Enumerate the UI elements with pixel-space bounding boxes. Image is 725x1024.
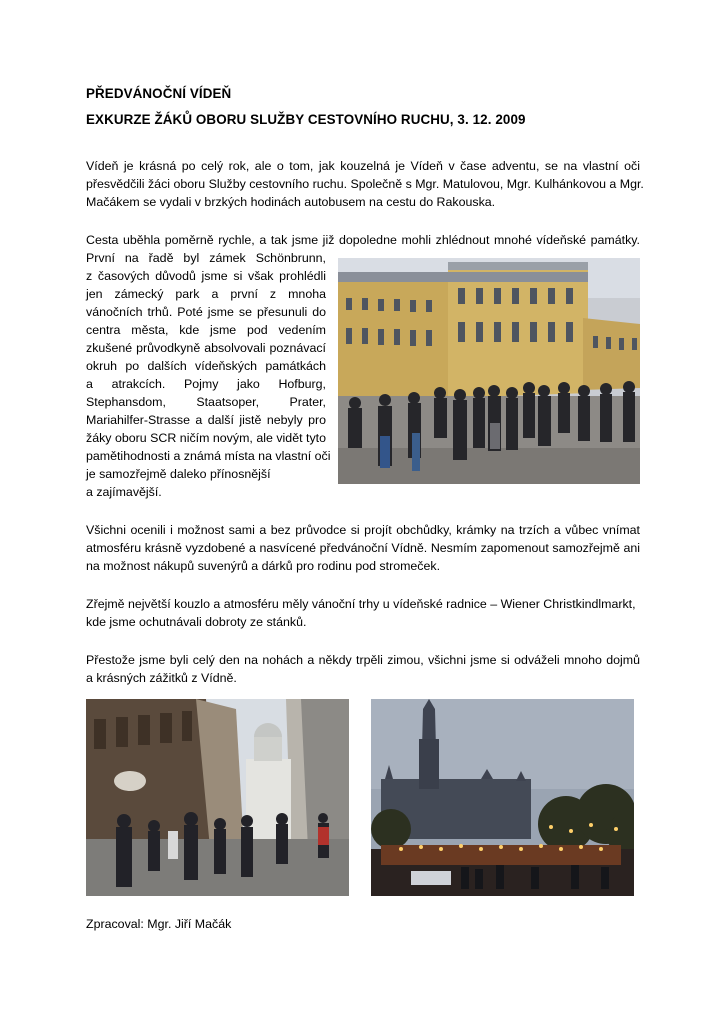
paragraph-2-line: a atrakcích. Pojmy jako Hofburg,: [86, 377, 326, 391]
vienna-street-photo: [86, 699, 349, 896]
paragraph-2-line: zkušené průvodkyně absolvovali poznávací: [86, 341, 326, 355]
paragraph-2-line: První na řadě byl zámek Schönbrunn,: [86, 251, 326, 265]
paragraph-2-line: je samozřejmě daleko přínosnější: [86, 467, 271, 481]
article-title: PŘEDVÁNOČNÍ VÍDEŇ: [86, 86, 232, 101]
paragraph-3-line: na možnost nákupů suvenýrů a dárků pro rodinu pod stromeček.: [86, 559, 441, 573]
article-subtitle: EXKURZE ŽÁKŮ OBORU SLUŽBY CESTOVNÍHO RUCHU, 3. 12. 2009: [86, 112, 526, 127]
paragraph-2-line: žáky oboru SCR ničím novým, ale vidět tyto: [86, 431, 326, 445]
paragraph-2-line: Stephansdom, Staatsoper, Prater,: [86, 395, 326, 409]
paragraph-2-line: jen zámecký park a první z mnoha: [86, 287, 326, 301]
paragraph-2-line: Cesta uběhla poměrně rychle, a tak jsme již dopoledne mohli zhlédnout mnohé vídeňské památky.: [86, 233, 640, 247]
schonbrunn-group-photo: [338, 258, 640, 484]
paragraph-2-line: pamětihodnosti a známá místa na vlastní oči: [86, 449, 331, 463]
paragraph-1-line: přesvědčili žáci oboru Služby cestovního ruchu. Společně s Mgr. Matulovou, Mgr. Kulhánkovou a Mgr.: [86, 177, 644, 191]
author-credit: Zpracoval: Mgr. Jiří Mačák: [86, 917, 232, 931]
paragraph-4-line: kde jsme ochutnávali dobroty ze stánků.: [86, 615, 307, 629]
paragraph-2-line: vánočních trhů. Poté jsme se přesunuli do: [86, 305, 326, 319]
paragraph-2-line: centra města, kde jsme pod vedením: [86, 323, 326, 337]
paragraph-1-line: Mačákem se vydali v brzkých hodinách autobusem na cestu do Rakouska.: [86, 195, 496, 209]
paragraph-3-line: Všichni ocenili i možnost sami a bez průvodce si projít obchůdky, krámky na trzích a vůbec vnímat: [86, 523, 640, 537]
paragraph-2-line: Mariahilfer-Strasse a další jistě nebyly pro: [86, 413, 326, 427]
paragraph-3-line: atmosféru krásně vyzdobené a nasvícené předvánoční Vídně. Nesmím zapomenout samozřejmě ani: [86, 541, 640, 555]
paragraph-2-line: z časových důvodů jsme si však prohlédli: [86, 269, 326, 283]
christmas-market-photo: [371, 699, 634, 896]
paragraph-2-line: a zajímavější.: [86, 485, 162, 499]
paragraph-4-line: Zřejmě největší kouzlo a atmosféru měly vánoční trhy u vídeňské radnice – Wiener Christkindlmarkt,: [86, 597, 636, 611]
paragraph-5-line: Přestože jsme byli celý den na nohách a někdy trpěli zimou, všichni jsme si odváželi mnoho dojmů: [86, 653, 640, 667]
paragraph-5-line: a krásných zážitků z Vídně.: [86, 671, 237, 685]
paragraph-1-line: Vídeň je krásná po celý rok, ale o tom, jak kouzelná je Vídeň v čase adventu, se na vlastní oči: [86, 159, 640, 173]
paragraph-2-line: okruh po dalších vídeňských památkách: [86, 359, 326, 373]
